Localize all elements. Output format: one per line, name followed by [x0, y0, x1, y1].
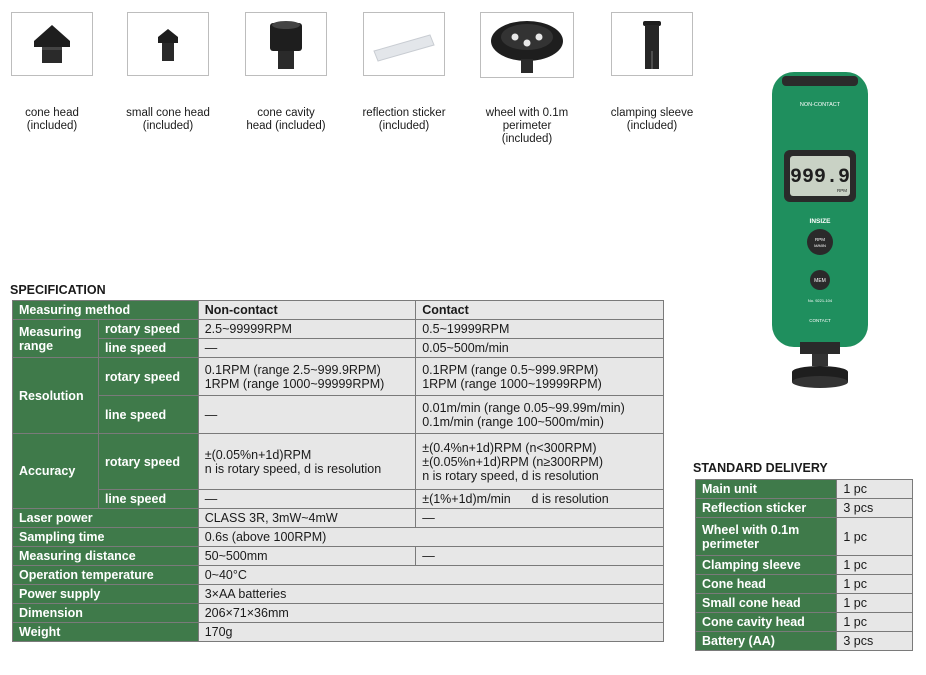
delivery-qty: 1 pc	[837, 575, 913, 594]
delivery-item: Main unit	[696, 480, 837, 499]
delivery-qty: 1 pc	[837, 613, 913, 632]
accessory-name: clamping sleeve	[610, 107, 694, 119]
table-row	[13, 434, 664, 490]
sub-label: line speed	[98, 490, 198, 509]
row-label: Laser power	[13, 509, 199, 528]
table-row	[13, 566, 664, 585]
sub-label: line speed	[98, 339, 198, 358]
table-row	[13, 604, 664, 623]
device-bottom-label: CONTACT	[809, 318, 831, 323]
standard-delivery-table	[695, 479, 913, 651]
standard-delivery-title: STANDARD DELIVERY	[693, 461, 828, 475]
accessory-name-line2: perimeter	[502, 120, 552, 132]
cell-line: 0.1RPM (range 0.5~999.9RPM)	[422, 362, 599, 377]
delivery-qty: 3 pcs	[837, 499, 913, 518]
cell-line: ±(0.05%n+1d)RPM (n≥300RPM)	[422, 454, 604, 469]
cell: ±(1%+1d)m/min d is resolution	[416, 490, 664, 509]
cell-line: ±(0.05%n+1d)RPM	[204, 447, 312, 462]
accessory-note: (included)	[501, 133, 553, 145]
delivery-qty: 1 pc	[837, 556, 913, 575]
specification-title: SPECIFICATION	[10, 283, 106, 297]
cell-line: 1RPM (range 1000~99999RPM)	[204, 376, 385, 391]
row-label: Accuracy	[13, 434, 99, 509]
table-row	[13, 320, 664, 339]
accessory-name: wheel with 0.1m	[485, 107, 569, 119]
delivery-item: Clamping sleeve	[696, 556, 837, 575]
cell	[198, 358, 416, 396]
table-row	[13, 528, 664, 547]
delivery-item: Reflection sticker	[696, 499, 837, 518]
delivery-item: Small cone head	[696, 594, 837, 613]
cell: 50~500mm	[198, 547, 416, 566]
table-row	[13, 396, 664, 434]
cell: —	[198, 396, 416, 434]
cell: 0~40°C	[198, 566, 663, 585]
delivery-qty: 1 pc	[837, 594, 913, 613]
table-row	[696, 594, 913, 613]
cell: —	[198, 339, 416, 358]
accessory-small-cone-head	[108, 12, 228, 133]
cell: CLASS 3R, 3mW~4mW	[198, 509, 416, 528]
table-row	[13, 301, 664, 320]
small-cone-head-image	[127, 12, 209, 76]
row-label: Sampling time	[13, 528, 199, 547]
cell	[416, 396, 664, 434]
cell: 0.05~500m/min	[416, 339, 664, 358]
row-label: Resolution	[13, 358, 99, 434]
table-row	[13, 339, 664, 358]
device-display-value: 999.9	[789, 166, 851, 189]
cone-head-image	[11, 12, 93, 76]
cell: —	[416, 509, 664, 528]
device-top-label: NON-CONTACT	[799, 102, 841, 108]
cell-line: 1RPM (range 1000~19999RPM)	[422, 376, 602, 391]
delivery-qty: 1 pc	[837, 480, 913, 499]
device-button-mem-label: MEM	[814, 278, 826, 284]
sub-label: line speed	[98, 396, 198, 434]
cell: 170g	[198, 623, 663, 642]
accessory-reflection-sticker	[344, 12, 464, 133]
table-row	[696, 499, 913, 518]
cell: —	[198, 490, 416, 509]
table-row	[696, 632, 913, 651]
cell: —	[416, 547, 664, 566]
accessory-wheel	[467, 12, 587, 146]
accessory-note: (included)	[626, 120, 678, 132]
table-row	[13, 585, 664, 604]
device-display-unit: RPM	[837, 188, 847, 193]
cell-line: 0.1m/min (range 100~500m/min)	[422, 414, 604, 429]
sub-label: rotary speed	[98, 358, 198, 396]
device-button-rpm-label: RPM	[815, 237, 825, 242]
cell: 2.5~99999RPM	[198, 320, 416, 339]
tachometer-device	[760, 70, 880, 430]
column-header-non-contact: Non-contact	[198, 301, 416, 320]
cell-line: n is rotary speed, d is resolution	[422, 468, 599, 483]
cell	[416, 434, 664, 490]
accessory-name: cone cavity	[257, 107, 315, 119]
cell-line: ±(0.4%n+1d)RPM (n<300RPM)	[422, 440, 597, 455]
device-brand: INSIZE	[809, 218, 831, 225]
cell: 206×71×36mm	[198, 604, 663, 623]
sub-label: rotary speed	[98, 434, 198, 490]
accessory-note: (included)	[142, 120, 194, 132]
accessory-name: small cone head	[126, 107, 210, 119]
cell	[416, 358, 664, 396]
table-row	[696, 518, 913, 556]
column-header-contact: Contact	[416, 301, 664, 320]
row-label: Dimension	[13, 604, 199, 623]
wheel-image	[480, 12, 574, 78]
row-label: Operation temperature	[13, 566, 199, 585]
row-label: Measuring range	[13, 320, 99, 358]
accessory-name: cone head	[25, 107, 79, 119]
delivery-item: Cone head	[696, 575, 837, 594]
accessory-cone-head	[0, 12, 112, 133]
accessory-note: (included)	[275, 120, 326, 132]
accessory-note: (included)	[378, 120, 430, 132]
delivery-item: Battery (AA)	[696, 632, 837, 651]
cell: 3×AA batteries	[198, 585, 663, 604]
table-row	[696, 480, 913, 499]
clamping-sleeve-image	[611, 12, 693, 76]
tachometer-illustration	[760, 70, 880, 430]
cell-line: 0.01m/min (range 0.05~99.99m/min)	[422, 400, 625, 415]
row-label: Weight	[13, 623, 199, 642]
accessory-name: reflection sticker	[362, 107, 446, 119]
table-row	[696, 575, 913, 594]
device-model: No. 9221-104	[807, 298, 833, 303]
reflection-sticker-image	[363, 12, 445, 76]
delivery-item: Wheel with 0.1m perimeter	[696, 518, 837, 556]
cell-line: n is rotary speed, d is resolution	[204, 461, 382, 476]
specification-table	[12, 300, 664, 642]
device-button-mmin-label: M/MIN	[814, 243, 826, 248]
row-label: Measuring method	[13, 301, 199, 320]
row-label: Measuring distance	[13, 547, 199, 566]
cell: 0.5~19999RPM	[416, 320, 664, 339]
table-row	[696, 556, 913, 575]
delivery-qty: 3 pcs	[837, 632, 913, 651]
table-row	[13, 547, 664, 566]
cell: 0.6s (above 100RPM)	[198, 528, 663, 547]
accessory-cone-cavity-head	[226, 12, 346, 133]
delivery-qty: 1 pc	[837, 518, 913, 556]
row-label: Power supply	[13, 585, 199, 604]
table-row	[13, 623, 664, 642]
cone-cavity-head-image	[245, 12, 327, 76]
table-row	[13, 490, 664, 509]
delivery-item: Cone cavity head	[696, 613, 837, 632]
table-row	[13, 358, 664, 396]
table-row	[13, 509, 664, 528]
accessory-note: (included)	[26, 120, 78, 132]
accessory-name-line2: head	[246, 120, 272, 132]
table-row	[696, 613, 913, 632]
sub-label: rotary speed	[98, 320, 198, 339]
accessory-clamping-sleeve	[592, 12, 712, 133]
cell-line: 0.1RPM (range 2.5~999.9RPM)	[204, 362, 381, 377]
cell	[198, 434, 416, 490]
